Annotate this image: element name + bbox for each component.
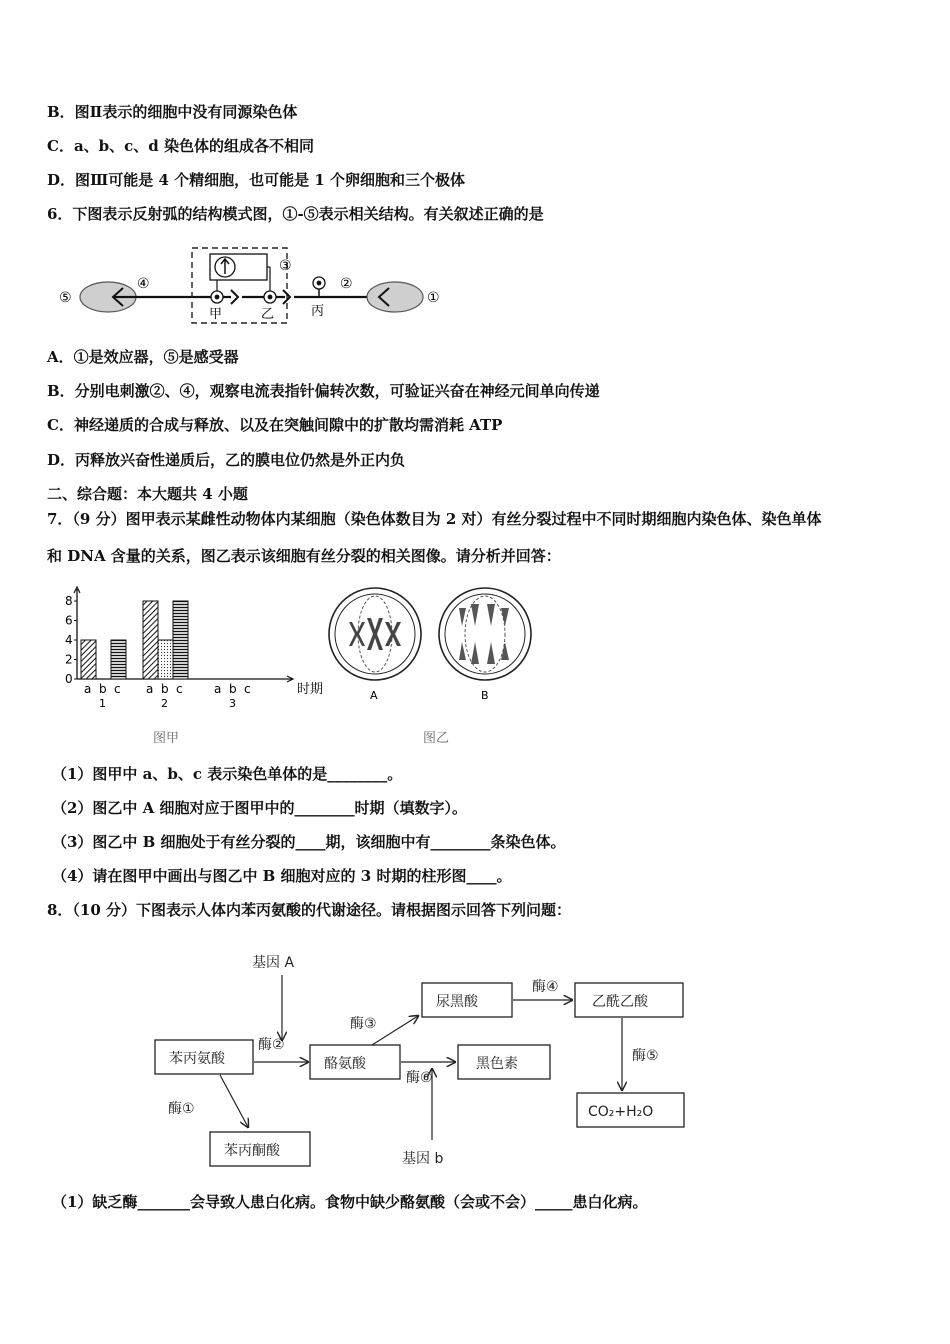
label-four: ④ [137, 276, 150, 292]
structure-one-ellipse [367, 282, 423, 312]
hga-label: 尿黑酸 [436, 994, 478, 1010]
sub-label-b: b [229, 682, 237, 696]
bar-b-period-2 [158, 640, 173, 679]
enzyme-3-label: 酶③ [350, 1016, 377, 1032]
cell-b-outer [439, 588, 531, 680]
enzyme-6-label: 酶⑥ [406, 1070, 433, 1086]
y-tick-label: 2 [65, 652, 73, 667]
enzyme-5-label: 酶⑤ [632, 1048, 659, 1064]
q6-option-a: A．①是效应器，⑤是感受器 [47, 348, 239, 366]
jia-electrode-inner [215, 295, 220, 300]
bing-electrode-inner [317, 281, 322, 286]
label-bing: 丙 [311, 304, 325, 319]
q8-question-1: （1）缺乏酶_______会导致人患白化病。食物中缺少酪氨酸（会或不会）_____患白化病。 [52, 1193, 648, 1211]
synapse-terminal [231, 290, 238, 304]
sub-label-a: a [214, 682, 222, 696]
sub-label-a: a [84, 682, 92, 696]
co2-label: CO₂+H₂O [588, 1104, 654, 1120]
caption-jia: 图甲 [153, 731, 180, 746]
q7-stem-line2: 和 DNA 含量的关系，图乙表示该细胞有丝分裂的相关图像。请分析并回答： [47, 547, 561, 565]
bar-c-period-2 [173, 601, 188, 679]
prev-option-b: B．图Ⅱ表示的细胞中没有同源染色体 [47, 103, 298, 121]
bar-a-period-2 [143, 601, 158, 679]
gene-b-label: 基因 b [402, 1151, 444, 1167]
sub-label-b: b [99, 682, 107, 696]
y-tick-label: 4 [65, 633, 73, 647]
cell-a-label: A [370, 689, 378, 702]
mel-label: 黑色素 [476, 1056, 518, 1072]
metabolic-pathway-diagram [150, 945, 695, 1170]
q6-option-c: C．神经递质的合成与释放、以及在突触间隙中的扩散均需消耗 ATP [47, 416, 503, 434]
period-label-1: 1 [99, 697, 106, 710]
sub-label-c: c [176, 682, 183, 696]
aca-label: 乙酰乙酸 [592, 994, 648, 1010]
q7-question-2: （2）图乙中 A 细胞对应于图甲中的________时期（填数字）。 [52, 799, 468, 817]
prev-option-d: D．图Ⅲ可能是 4 个精细胞，也可能是 1 个卵细胞和三个极体 [47, 171, 466, 189]
label-five: ⑤ [59, 290, 72, 306]
sub-label-c: c [114, 682, 121, 696]
y-tick-label: 8 [65, 594, 73, 608]
bar-c-period-1 [111, 640, 126, 679]
q6-option-b: B．分别电刺激②、④，观察电流表指针偏转次数，可验证兴奋在神经元间单向传递 [47, 382, 600, 400]
label-two: ② [340, 276, 353, 292]
tyr-to-hga-arrow [372, 1016, 418, 1045]
bar-a-period-1 [81, 640, 96, 679]
tyr-label: 酪氨酸 [324, 1056, 366, 1072]
cell-b-label: B [481, 689, 489, 702]
period-label-3: 3 [229, 697, 236, 710]
enzyme-1-label: 酶① [168, 1101, 195, 1117]
label-three: ③ [279, 258, 292, 274]
q7-question-4: （4）请在图甲中画出与图乙中 B 细胞对应的 3 时期的柱形图____。 [52, 867, 512, 885]
q6-stem: 6．下图表示反射弧的结构模式图，①-⑤表示相关结构。有关叙述正确的是 [47, 205, 544, 223]
cell-images [325, 582, 540, 707]
caption-yi: 图乙 [423, 731, 450, 746]
q7-stem-line1: 7．（9 分）图甲表示某雌性动物体内某细胞（染色体数目为 2 对）有丝分裂过程中不同时期细胞内染色体、染色单体 [47, 510, 822, 528]
q7-question-3: （3）图乙中 B 细胞处于有丝分裂的____期，该细胞中有________条染色体。 [52, 833, 566, 851]
reflex-arc-diagram [55, 240, 455, 330]
q8-stem: 8．（10 分）下图表示人体内苯丙氨酸的代谢途径。请根据图示回答下列问题： [47, 901, 572, 919]
sub-label-b: b [161, 682, 169, 696]
phe-label: 苯丙氨酸 [169, 1051, 225, 1067]
label-one: ① [427, 290, 440, 306]
period-label-2: 2 [161, 697, 168, 710]
label-jia: 甲 [209, 307, 223, 322]
ppa-label: 苯丙酮酸 [224, 1143, 280, 1159]
enzyme-4-label: 酶④ [532, 979, 559, 995]
enzyme-2-label: 酶② [258, 1037, 285, 1053]
q7-question-1: （1）图甲中 a、b、c 表示染色单体的是________。 [52, 765, 403, 783]
gene-a-label: 基因 A [252, 955, 295, 971]
sub-label-c: c [244, 682, 251, 696]
y-tick-label: 6 [65, 613, 73, 628]
yi-electrode-inner [268, 295, 273, 300]
q6-option-d: D．丙释放兴奋性递质后，乙的膜电位仍然是外正内负 [47, 451, 406, 469]
label-yi: 乙 [261, 307, 275, 322]
prev-option-c: C．a、b、c、d 染色体的组成各不相同 [47, 137, 314, 155]
bar-chart-jia [55, 585, 325, 710]
y-tick-label: 0 [65, 672, 73, 686]
phe-to-ppa-arrow [220, 1075, 248, 1127]
x-axis-title: 时期 [297, 682, 324, 697]
sub-label-a: a [146, 682, 154, 696]
section-heading: 二、综合题：本大题共 4 小题 [47, 485, 248, 503]
